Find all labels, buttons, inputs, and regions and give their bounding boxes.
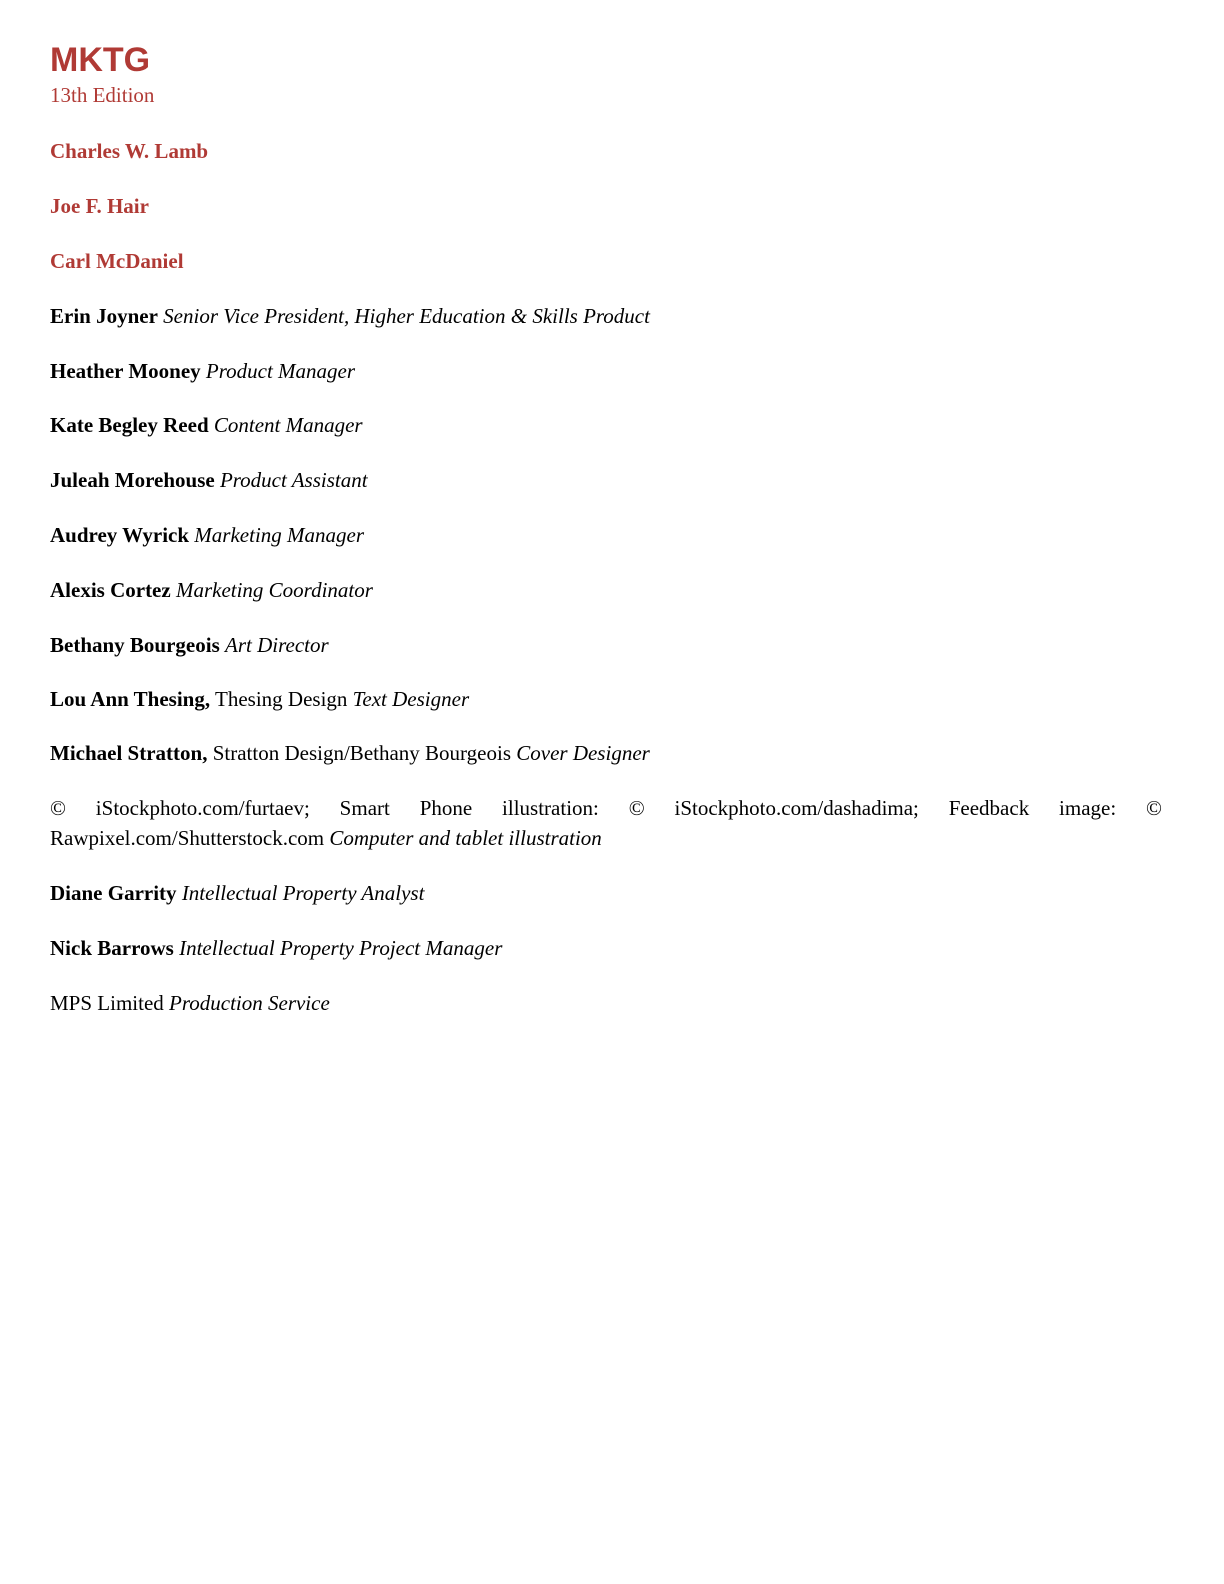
book-title: MKTG	[50, 41, 151, 79]
credit-name: Bethany Bourgeois	[50, 633, 220, 657]
image-credit	[50, 793, 1162, 853]
credit-name: Lou Ann Thesing,	[50, 687, 211, 711]
credit-role: Content Manager	[213, 413, 363, 437]
author-name: Carl McDaniel	[50, 249, 184, 273]
credit-role: Product Manager	[205, 359, 356, 383]
credit-line	[50, 632, 329, 658]
credit-name: Erin Joyner	[50, 304, 158, 328]
credit-name: Alexis Cortez	[50, 578, 171, 602]
credit-line	[50, 880, 424, 906]
credit-name: Audrey Wyrick	[50, 523, 190, 547]
credit-role: Text Designer	[352, 687, 470, 711]
credits-page	[50, 40, 1162, 1015]
author-name: Joe F. Hair	[50, 194, 149, 218]
credit-role: Product Assistant	[219, 468, 368, 492]
credit-line	[50, 935, 502, 961]
image-credit-text: © iStockphoto.com/furtaev; Smart Phone illustration: © iStockphoto.com/dashadima; Feedback image: © Rawpixel.com/Shutterstock.com	[50, 796, 1162, 850]
credit-line	[50, 990, 330, 1016]
credit-org: Thesing Design	[215, 687, 348, 711]
credit-role: Intellectual Property Project Manager	[179, 936, 503, 960]
credit-line	[50, 412, 363, 438]
credit-role: Marketing Coordinator	[175, 578, 373, 602]
credit-line	[50, 358, 355, 384]
credit-line	[50, 467, 368, 493]
credit-name: Juleah Morehouse	[50, 468, 215, 492]
credit-name: Kate Begley Reed	[50, 413, 209, 437]
credit-role: Production Service	[169, 991, 330, 1015]
credit-role: Art Director	[225, 633, 329, 657]
credit-role: Intellectual Property Analyst	[181, 881, 425, 905]
credit-line	[50, 303, 650, 329]
credit-name: Nick Barrows	[50, 936, 174, 960]
credit-role: Senior Vice President, Higher Education & Skills Product	[163, 304, 650, 328]
credit-name: Diane Garrity	[50, 881, 177, 905]
credit-org: Stratton Design/Bethany Bourgeois	[212, 741, 511, 765]
credit-line	[50, 577, 373, 603]
book-edition: 13th Edition	[50, 83, 155, 107]
author-name: Charles W. Lamb	[50, 139, 209, 163]
credit-line	[50, 740, 650, 766]
credit-name: Michael Stratton,	[50, 741, 208, 765]
credit-line	[50, 686, 469, 712]
credit-org: MPS Limited	[50, 991, 164, 1015]
credit-name: Heather Mooney	[50, 359, 201, 383]
image-credit-role: Computer and tablet illustration	[329, 826, 602, 850]
credit-role: Marketing Manager	[194, 523, 365, 547]
credit-line	[50, 522, 364, 548]
credit-role: Cover Designer	[516, 741, 650, 765]
